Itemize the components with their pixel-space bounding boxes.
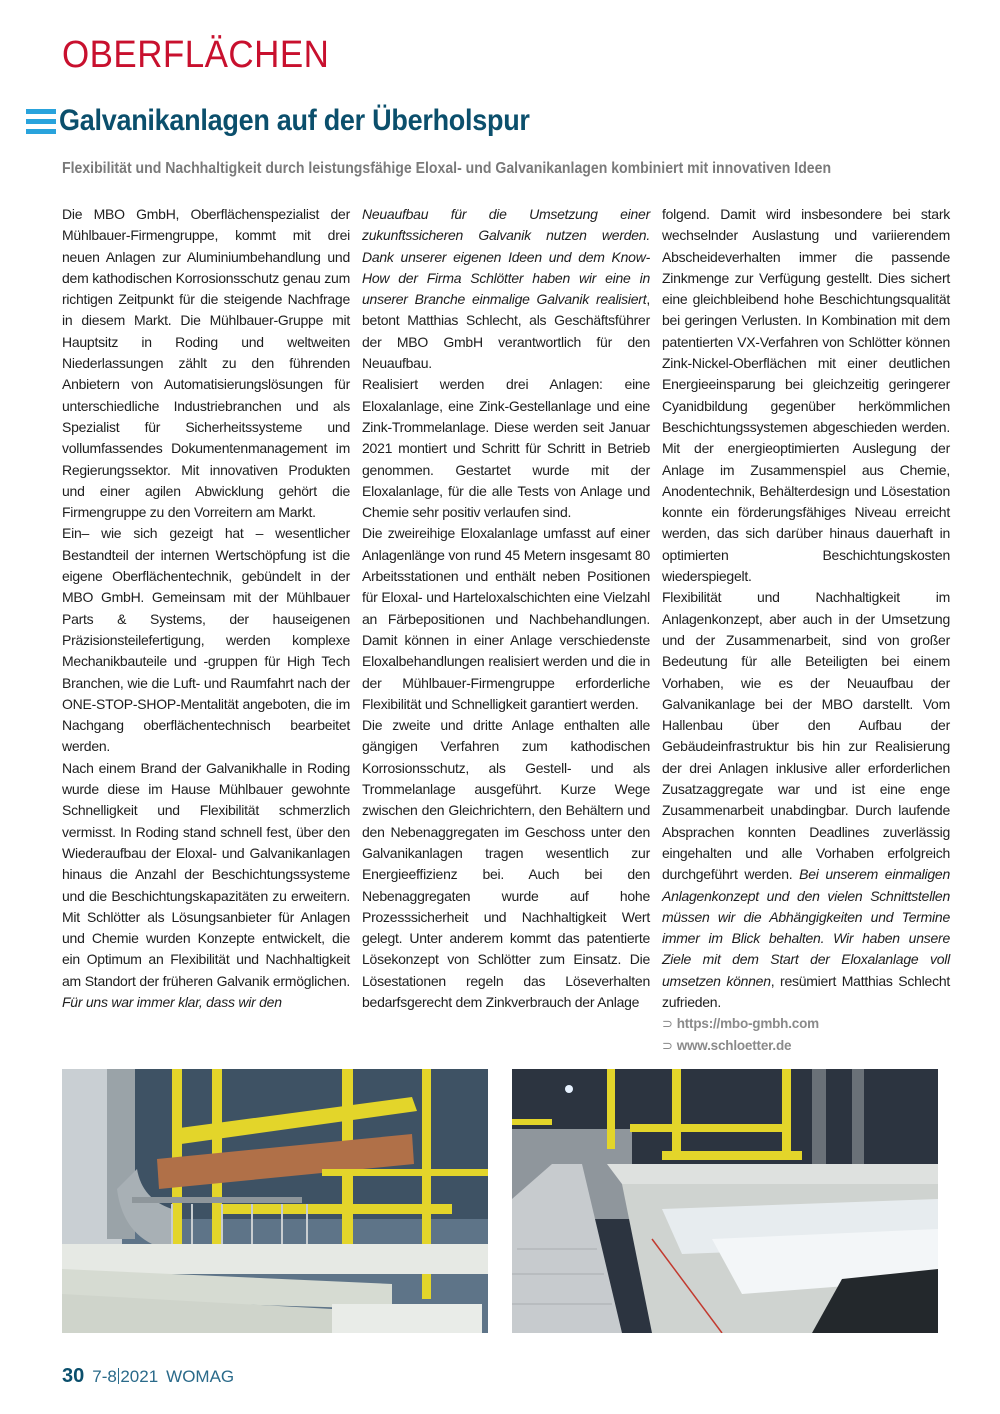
issue-year: 2021 — [120, 1367, 159, 1386]
issue-months: 7-8 — [92, 1367, 117, 1386]
quote-text: Bei unserem einmaligen Anlagenkonzept und den vielen Schnittstellen müssen wir die Abhängigkeiten und Termine immer im Blick behalten. Wir haben unsere Ziele mit dem Start der Eloxalanlage voll umsetzen können — [662, 866, 950, 989]
link-label[interactable]: https://mbo-gmbh.com — [676, 1016, 819, 1032]
article-title-row — [26, 104, 582, 138]
body-text: Die MBO GmbH, Oberflächenspezialist der Mühlbauer-Firmengruppe, kommt mit drei neuen Anlagen zur Aluminiumbehandlung und dem kathodischen Korrosionsschutz genau zum richtigen Zeitpunkt für die steigende Nachfrage in diesem Markt. Die Mühlbauer-Gruppe mit Hauptsitz in Roding und weltweiten Niederlassungen zählt zu den führenden Anbietern von Automatisierungslösungen für unterschiedliche Industriebranchen und als Spezialist für Sicherheitssysteme und vollumfassendes Dokumentenmanagement im Regierungssektor. Mit innovativen Produkten und einer agilen Abwicklung gehört die Firmengruppe zu den Vorreitern am Markt. — [62, 206, 350, 521]
arrow-return-icon: ⊃ — [662, 1016, 673, 1032]
photo-illustration — [512, 1069, 938, 1333]
body-text: folgend. Damit wird insbesondere bei stark wechselnder Auslastung und variierendem Abscheideverhalten immer die passende Zinkmenge zur Verfügung gestellt. Dies sichert eine gleichbleibend hohe Beschichtungsqualität bei geringen Verlusten. In Kombination mit dem patentierten VX-Verfahren von Schlötter können Zink-Nickel-Oberflächen mit einer deutlichen Energieeinsparung bei gleichzeitig geringerer Cyanidbildung gegenüber herkömmlichen Beschichtungssystemen abgeschieden werden. Mit der energieoptimierten Auslegung der Anlage im Zusammenspiel aus Chemie, Anodentechnik, Behälterdesign und Lösestation konnte ein förderungsfähiges Niveau erreicht werden, das sich darüber hinaus dauerhaft in optimierten Beschichtungskosten wiederspiegelt. — [662, 206, 950, 585]
body-text: Die zweireihige Eloxalanlage umfasst auf einer Anlagenlänge von rund 45 Metern insgesamt 80 Arbeitsstationen und enthält neben Positionen für Eloxal- und Harteloxalschichten eine Vielzahl an Färbepositionen und Nachbehandlungen. Damit können in einer Anlage verschiedenste Eloxalbehandlungen realisiert werden und die in der Mühlbauer-Firmengruppe erforderliche Flexibilität und Schnelligkeit garantiert werden. — [362, 525, 650, 712]
body-text: , resümiert Matthias Schlecht zufrieden. — [662, 972, 950, 1010]
article-subtitle: Flexibilität und Nachhaltigkeit durch leistungsfähige Eloxal- und Galvanikanlagen kombiniert mit innovativen Ideen — [62, 160, 832, 177]
paragraph — [62, 523, 350, 757]
body-text: Flexibilität und Nachhaltigkeit im Anlagenkonzept, aber auch in der Umsetzung und der Zusammenarbeit, sind von großer Bedeutung für alle Beteiligten bei einem Vorhaben, wie es der Neuaufbau der Galvanikanlage bei der MBO darstellt. Vom Hallenbau über den Aufbau der Gebäudeinfrastruktur bis hin zur Realisierung der drei Anlagen inklusive aller erforderlichen Zusatzaggregate war und ist eine enge Zusammenarbeit unabdingbar. Durch laufende Absprachen konnten Deadlines zuverlässig eingehalten und alle Vorhaben erfolgreich durchgeführt werden. — [662, 589, 950, 883]
body-text: Realisiert werden drei Anlagen: eine Eloxalanlage, eine Zink-Gestellanlage und eine Zink-Trommelanlage. Diese werden seit Januar 2021 montiert und Schritt für Schritt in Betrieb genommen. Gestartet wurde mit der Eloxalanlage, für die alle Tests von Anlage und Chemie sehr positiv verlaufen sind. — [362, 376, 650, 521]
body-text: Nach einem Brand der Galvanikhalle in Roding wurde diese im Hause Mühlbauer gewohnte Schnelligkeit und Flexibilität schmerzlich vermisst. In Roding stand schnell fest, über den Wiederaufbau der Eloxal- und Galvanikanlagen hinaus die Anzahl der Beschichtungssysteme und die Beschichtungskapazitäten zu erweitern. Mit Schlötter als Lösungsanbieter für Anlagen und Chemie wurden Konzepte entwickelt, die ein Optimum an Flexibilität und Nachhaltigkeit am Standort der früheren Galvanik ermöglichen. — [62, 759, 350, 989]
paragraph — [362, 715, 650, 1013]
column-2 — [362, 204, 650, 1013]
paragraph — [362, 523, 650, 715]
arrow-return-icon: ⊃ — [662, 1037, 673, 1053]
issue-number — [92, 1367, 158, 1387]
paragraph — [62, 204, 350, 523]
magazine-name: WOMAG — [166, 1367, 235, 1386]
article-title: Galvanikanlagen auf der Überholspur — [59, 104, 530, 137]
paragraph — [662, 587, 950, 1013]
quote-text: Für uns war immer klar, dass wir den — [62, 993, 282, 1010]
link-label[interactable]: www.schloetter.de — [676, 1037, 792, 1053]
quote-text: Neuaufbau für die Umsetzung einer zukunftssicheren Galvanik nutzen werden. Dank unserer eigenen Ideen und dem Know-How der Firma Schlötter haben wir eine in unserer Branche einmalige Galvanik realisiert — [362, 206, 650, 308]
column-1 — [62, 204, 350, 1013]
section-label: OBERFLÄCHEN — [62, 34, 330, 76]
title-bars-icon — [26, 109, 56, 134]
column-3 — [662, 204, 950, 1056]
paragraph-continued — [662, 204, 950, 587]
photo-galvanic-line-1 — [62, 1069, 488, 1333]
body-text: , betont Matthias Schlecht, als Geschäftsführer der MBO GmbH verantwortlich für den Neuaufbau. — [362, 291, 650, 372]
web-link[interactable] — [662, 1035, 950, 1056]
body-text: Die zweite und dritte Anlage enthalten alle gängigen Verfahren zum kathodischen Korrosionsschutz, als Gestell- und als Trommelanlage ausgeführt. Kurze Wege zwischen den Gleichrichtern, den Behältern und den Nebenaggregaten im Geschoss unter den Galvanikanlagen tragen wesentlich zur Energieeffizienz bei. Auch bei den Nebenaggregaten wurde auf hohe Prozesssicherheit und Nachhaltigkeit Wert gelegt. Unter anderem kommt das patentierte Lösekonzept von Schlötter zum Einsatz. Die Lösestationen regeln das Löseverhalten bedarfsgerecht dem Zinkverbrauch der Anlage — [362, 717, 650, 1010]
body-text: Ein– wie sich gezeigt hat – wesentlicher Bestandteil der internen Wertschöpfung ist die eigene Oberflächentechnik, gebündelt in der MBO GmbH. Gemeinsam mit der Mühlbauer Parts & Systems, der hauseigenen Präzisionsteilefertigung, werden komplexe Mechanikbauteile und -gruppen für High Tech Branchen, wie die Luft- und Raumfahrt nach der ONE-STOP-SHOP-Mentalität angeboten, die im Nachgang oberflächentechnisch bearbeitet werden. — [62, 525, 350, 755]
paragraph — [62, 758, 350, 1014]
photo-illustration — [62, 1069, 488, 1333]
paragraph — [362, 374, 650, 523]
page-number: 30 — [62, 1365, 85, 1387]
photo-galvanic-line-2 — [512, 1069, 938, 1333]
paragraph-continued — [362, 204, 650, 374]
web-link[interactable] — [662, 1013, 950, 1034]
page-footer — [62, 1365, 234, 1388]
